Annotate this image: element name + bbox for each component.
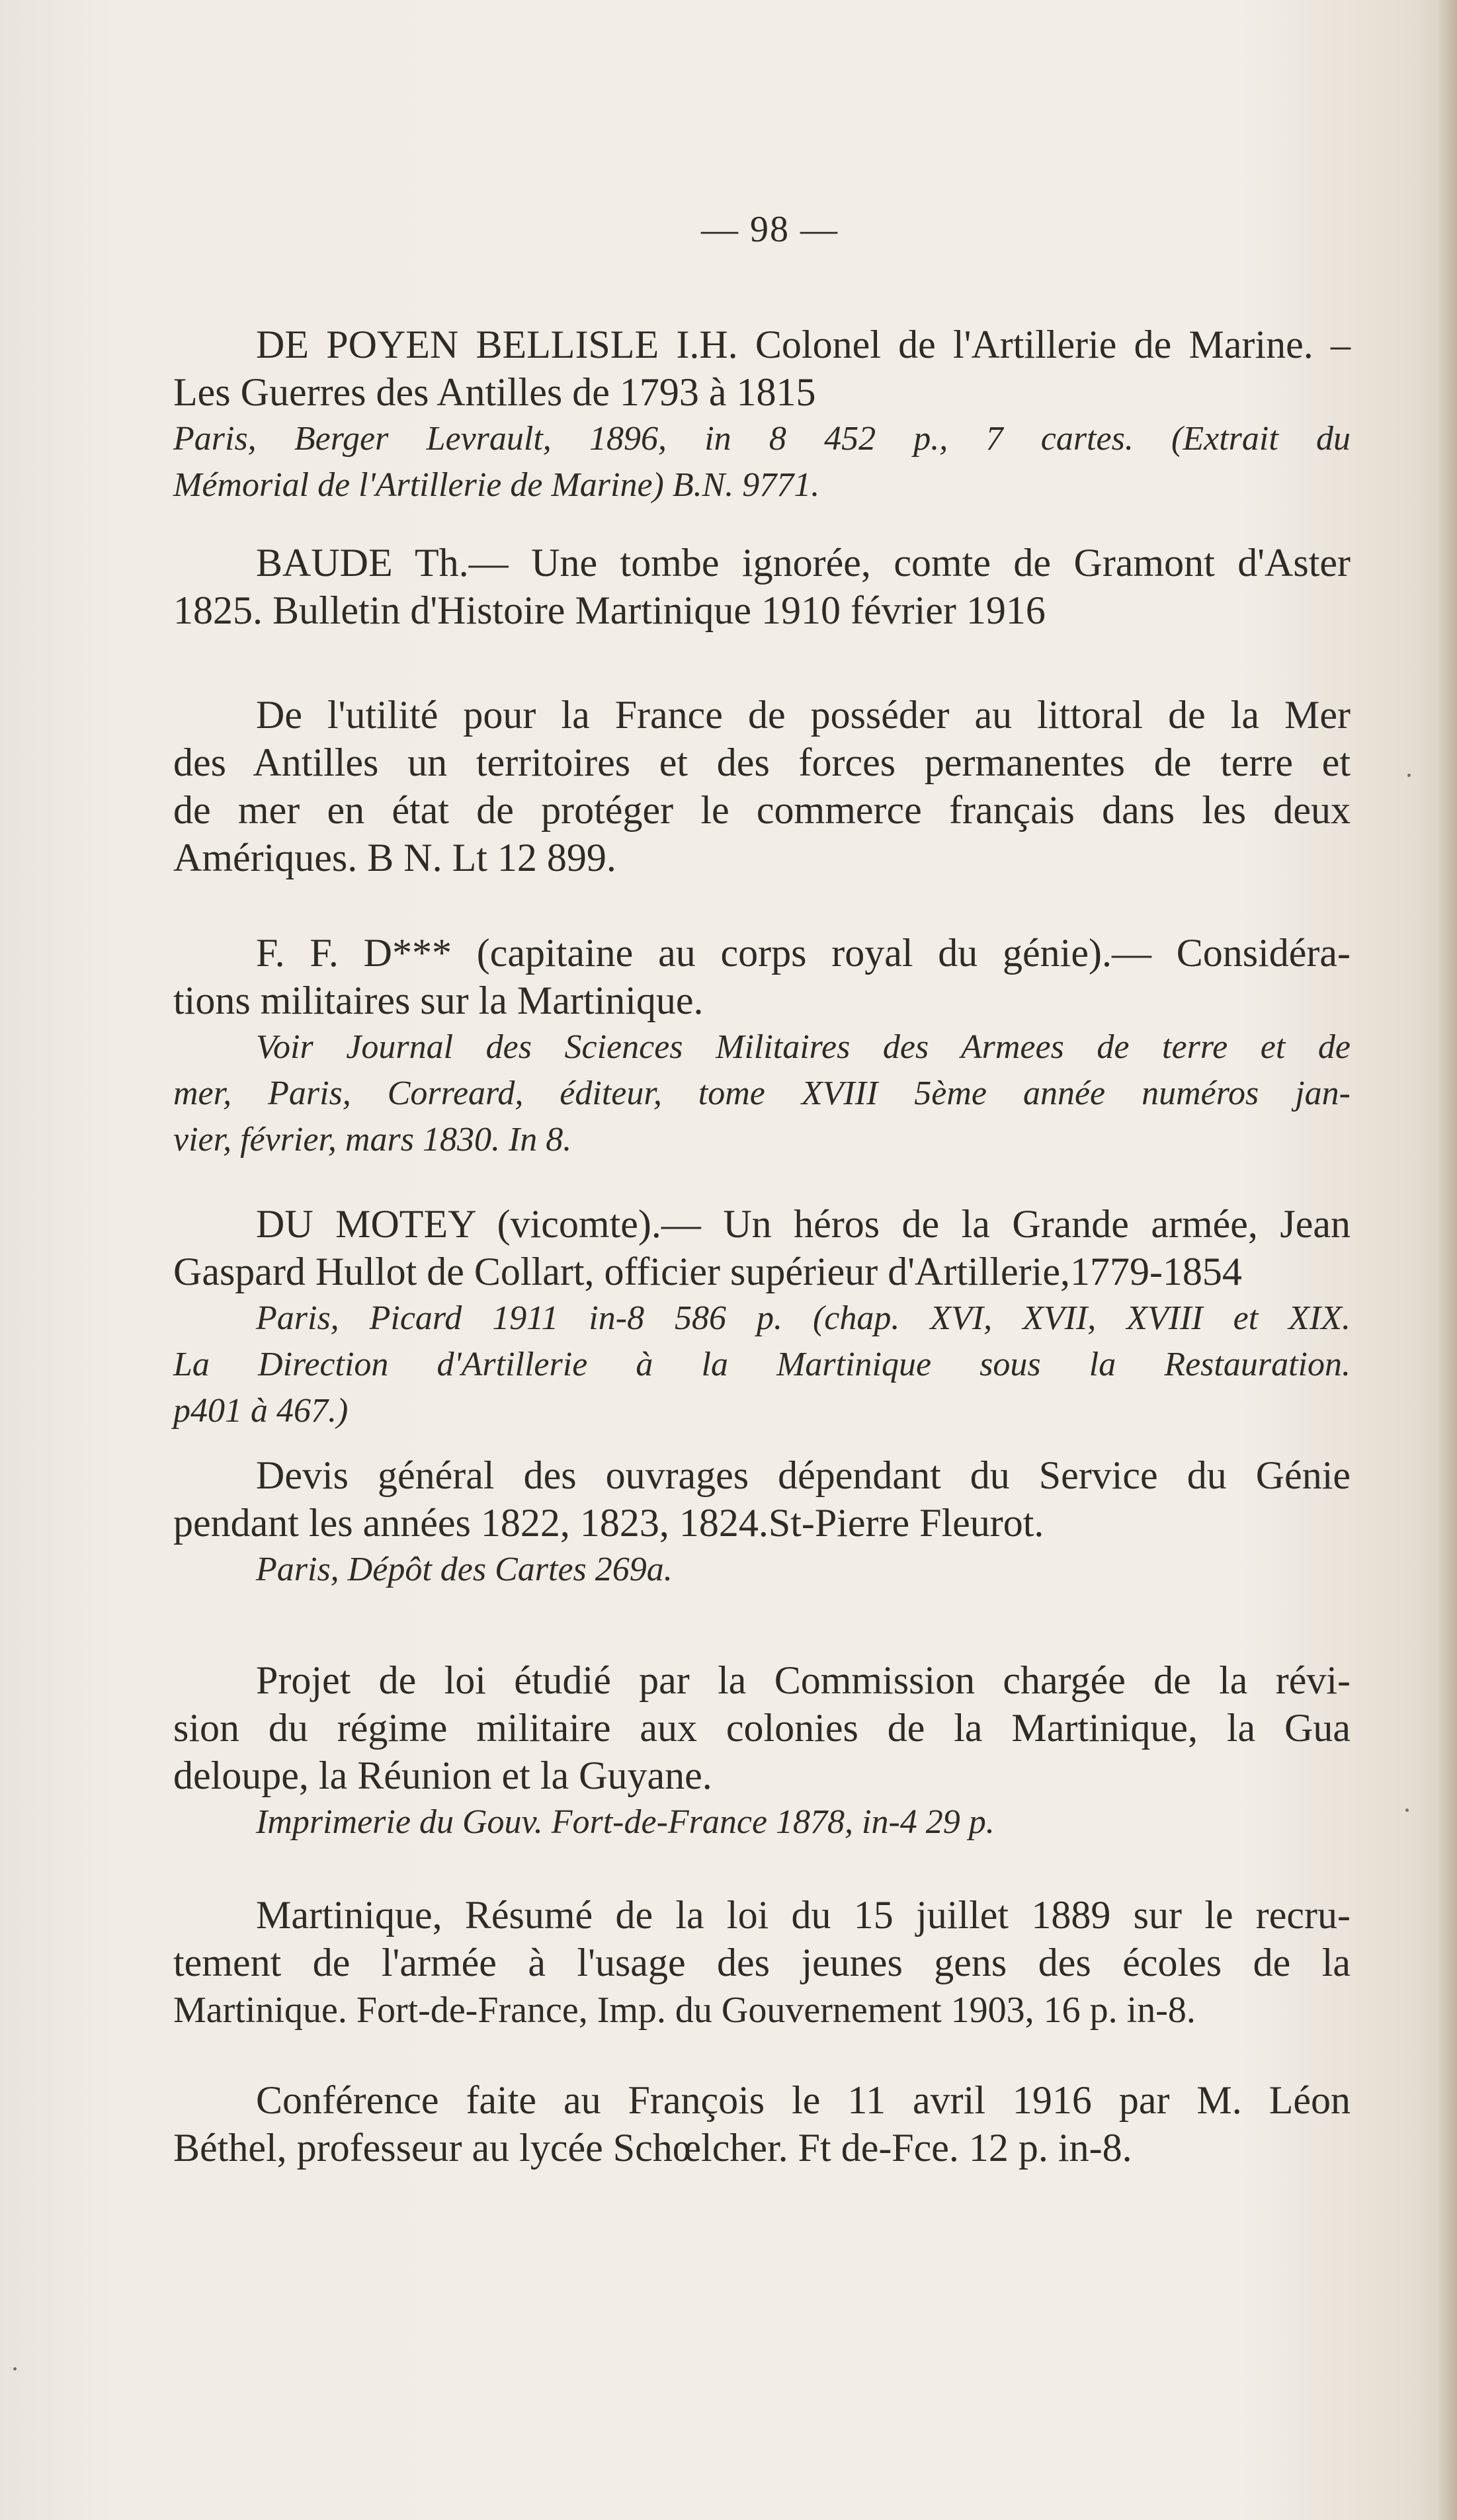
entry-reference: Mémorial de l'Artillerie de Marine) B.N. 9771. xyxy=(173,466,820,504)
scan-speck xyxy=(1407,774,1411,777)
entry-line: tement de l'armée à l'usage des jeunes gens des écoles de la xyxy=(173,1941,1351,1984)
bibliography-entry-baude xyxy=(173,539,1351,634)
entry-line: DE POYEN BELLISLE I.H. Colonel de l'Artillerie de Marine. – xyxy=(256,323,1351,366)
entry-line: De l'utilité pour la France de posséder au littoral de la Mer xyxy=(256,693,1351,737)
entry-line: Gaspard Hullot de Collart, officier supérieur d'Artillerie,1779-1854 xyxy=(173,1250,1242,1293)
bibliography-entry-de-poyen xyxy=(173,321,1351,508)
entry-line: tions militaires sur la Martinique. xyxy=(173,979,704,1022)
entry-line: Martinique, Résumé de la loi du 15 juillet 1889 sur le recru- xyxy=(256,1893,1351,1937)
entry-line: Devis général des ouvrages dépendant du Service du Génie xyxy=(256,1453,1351,1497)
entry-line: Conférence faite au François le 11 avril 1916 par M. Léon xyxy=(256,2078,1351,2122)
bibliography-entry-conference xyxy=(173,2076,1351,2172)
entry-line: DU MOTEY (vicomte).— Un héros de la Grande armée, Jean xyxy=(256,1202,1351,1246)
bibliography-entry-projet xyxy=(173,1656,1351,1846)
bibliography-entry-du-motey xyxy=(173,1200,1351,1434)
bibliography-entry-ffd xyxy=(173,929,1351,1163)
bibliography-entry-devis xyxy=(173,1451,1351,1593)
page-number: — 98 — xyxy=(701,209,839,250)
entry-line: de mer en état de protéger le commerce français dans les deux xyxy=(173,788,1351,832)
entry-reference: p401 à 467.) xyxy=(173,1392,349,1430)
entry-reference: Paris, Picard 1911 in-8 586 p. (chap. XVI, XVII, XVIII et XIX. xyxy=(256,1299,1351,1337)
entry-line: 1825. Bulletin d'Histoire Martinique 1910 février 1916 xyxy=(173,589,1046,632)
entry-line: des Antilles un territoires et des forces permanentes de terre et xyxy=(173,741,1351,784)
entry-line: Béthel, professeur au lycée Schœlcher. Ft de-Fce. 12 p. in-8. xyxy=(173,2126,1132,2170)
bibliography-entry-martinique-resume xyxy=(173,1891,1351,2034)
entry-reference: La Direction d'Artillerie à la Martinique sous la Restauration. xyxy=(173,1346,1351,1383)
binding-edge xyxy=(1437,0,1457,2520)
entry-reference: vier, février, mars 1830. In 8. xyxy=(173,1121,572,1158)
scan-speck xyxy=(13,2367,17,2371)
entry-line: F. F. D*** (capitaine au corps royal du génie).— Considéra- xyxy=(256,931,1351,975)
entry-reference: Voir Journal des Sciences Militaires des Armees de terre et de xyxy=(256,1028,1351,1066)
entry-line: sion du régime militaire aux colonies de la Martinique, la Gua xyxy=(173,1706,1351,1750)
entry-reference: Paris, Dépôt des Cartes 269a. xyxy=(256,1551,673,1588)
entry-line: Projet de loi étudié par la Commission chargée de la révi- xyxy=(256,1658,1351,1702)
entry-line: pendant les années 1822, 1823, 1824.St-Pierre Fleurot. xyxy=(173,1501,1044,1545)
entry-line: Martinique. Fort-de-France, Imp. du Gouvernement 1903, 16 p. in-8. xyxy=(173,1990,1196,2031)
entry-line: deloupe, la Réunion et la Guyane. xyxy=(173,1754,712,1797)
entry-line: Les Guerres des Antilles de 1793 à 1815 xyxy=(173,370,816,414)
bibliography-entry-utilite xyxy=(173,691,1351,881)
entry-line: BAUDE Th.— Une tombe ignorée, comte de Gramont d'Aster xyxy=(256,541,1351,585)
entry-reference: Imprimerie du Gouv. Fort-de-France 1878, in-4 29 p. xyxy=(256,1803,995,1841)
entry-reference: Paris, Berger Levrault, 1896, in 8 452 p., 7 cartes. (Extrait du xyxy=(173,420,1351,458)
scan-speck xyxy=(1405,1809,1409,1812)
entry-line: Amériques. B N. Lt 12 899. xyxy=(173,836,616,879)
entry-reference: mer, Paris, Correard, éditeur, tome XVIII 5ème année numéros jan- xyxy=(173,1075,1351,1112)
